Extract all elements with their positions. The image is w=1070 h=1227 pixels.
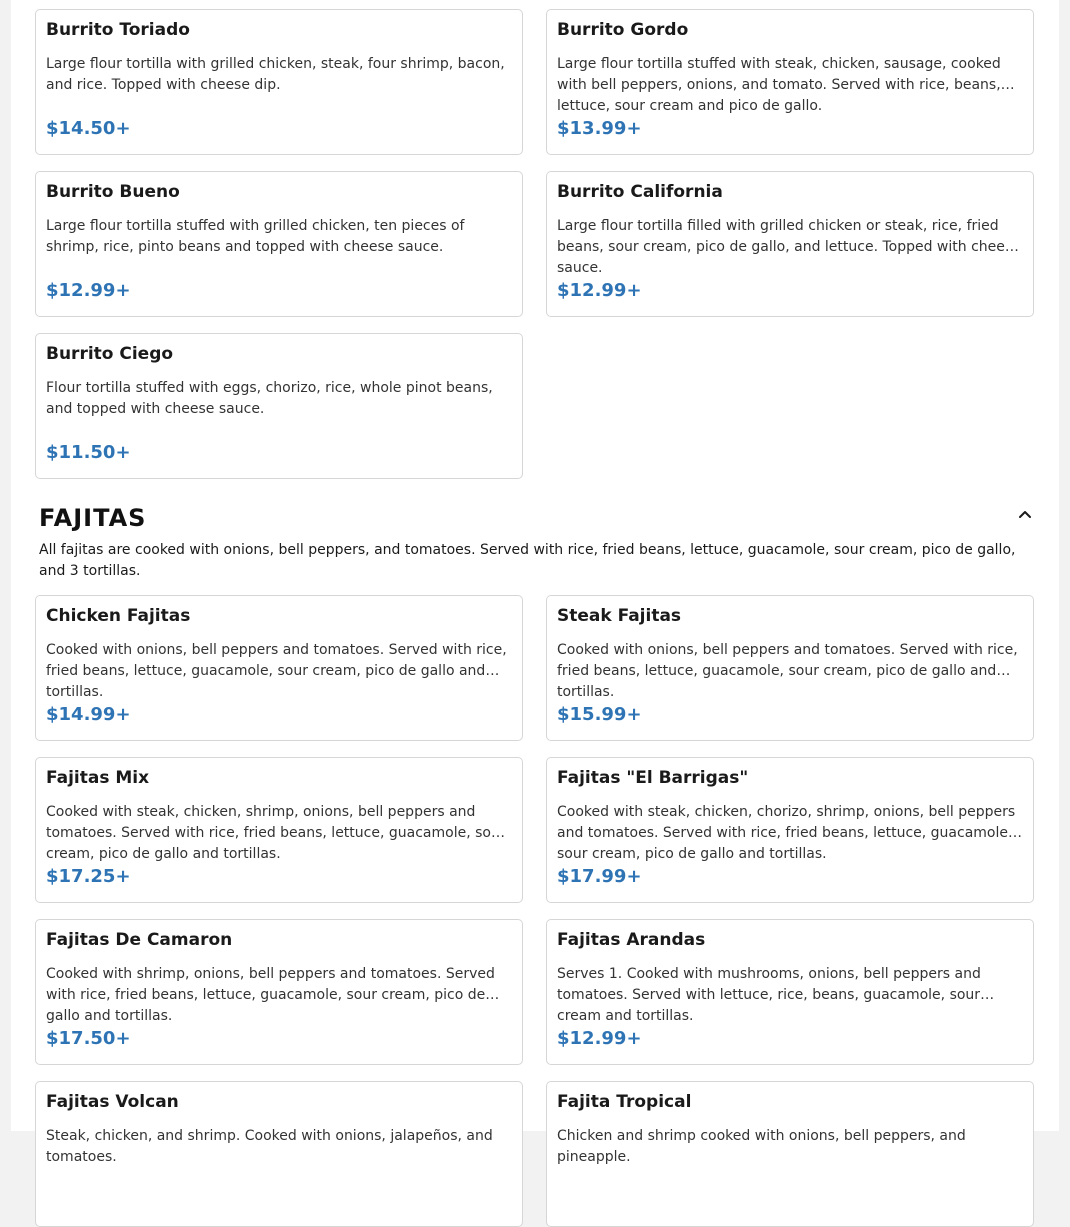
item-name: Fajitas Mix bbox=[46, 768, 150, 788]
item-name: Chicken Fajitas bbox=[46, 606, 191, 626]
menu-item-card[interactable] bbox=[35, 171, 523, 317]
item-description: Cooked with steak, chicken, shrimp, onions, bell peppers and tomatoes. Served with rice, fried beans, lettuce, guacamole, sour cream, pico de gallo and tortillas. bbox=[46, 804, 506, 862]
item-name: Burrito Bueno bbox=[46, 182, 180, 202]
item-description: Large flour tortilla with grilled chicken, steak, four shrimp, bacon, and rice. Topped with cheese dip. bbox=[46, 56, 505, 93]
menu-page bbox=[11, 0, 1059, 1165]
item-description: Large flour tortilla stuffed with grilled chicken, ten pieces of shrimp, rice, pinto beans and topped with cheese sauce. bbox=[46, 218, 465, 255]
item-name: Fajitas "El Barrigas" bbox=[557, 768, 749, 788]
menu-item-card[interactable] bbox=[546, 9, 1034, 155]
menu-item-card[interactable] bbox=[35, 919, 523, 1065]
item-name: Fajita Tropical bbox=[557, 1092, 692, 1112]
item-description: Steak, chicken, and shrimp. Cooked with onions, jalapeños, and tomatoes. bbox=[46, 1128, 493, 1165]
burritos-grid bbox=[35, 9, 1034, 479]
item-description: Large flour tortilla filled with grilled chicken or steak, rice, fried beans, sour cream, pico de gallo, and lettuce. Topped with cheese sauce. bbox=[557, 218, 1021, 276]
item-price: $14.99+ bbox=[46, 704, 131, 725]
section-description: All fajitas are cooked with onions, bell peppers, and tomatoes. Served with rice, fried beans, lettuce, guacamole, sour cream, pico de gallo, and 3 tortillas. bbox=[39, 542, 1016, 579]
item-name: Burrito Toriado bbox=[46, 20, 190, 40]
item-price: $15.99+ bbox=[557, 704, 642, 725]
item-price: $17.50+ bbox=[46, 1028, 131, 1049]
item-price: $13.99+ bbox=[557, 118, 642, 139]
item-price: $12.99+ bbox=[46, 280, 131, 301]
menu-item-card[interactable] bbox=[35, 1081, 523, 1227]
item-price: $12.99+ bbox=[557, 280, 642, 301]
menu-item-card[interactable] bbox=[546, 757, 1034, 903]
fajitas-grid bbox=[35, 595, 1034, 1227]
menu-item-card[interactable] bbox=[35, 595, 523, 741]
menu-item-card[interactable] bbox=[35, 333, 523, 479]
item-name: Fajitas De Camaron bbox=[46, 930, 233, 950]
chevron-up-icon bbox=[1015, 504, 1035, 524]
item-description: Chicken and shrimp cooked with onions, bell peppers, and pineapple. bbox=[557, 1128, 966, 1165]
collapse-section-button[interactable] bbox=[1015, 504, 1035, 524]
item-price: $17.25+ bbox=[46, 866, 131, 887]
item-name: Burrito Ciego bbox=[46, 344, 174, 364]
item-price: $12.99+ bbox=[557, 1028, 642, 1049]
section-header-fajitas bbox=[39, 500, 1035, 536]
item-description: Serves 1. Cooked with mushrooms, onions, bell peppers and tomatoes. Served with lettuce, rice, beans, guacamole, sour cream and tortillas. bbox=[557, 966, 981, 1024]
item-price: $17.99+ bbox=[557, 866, 642, 887]
menu-item-card[interactable] bbox=[546, 171, 1034, 317]
item-description: Cooked with steak, chicken, chorizo, shrimp, onions, bell peppers and tomatoes. Served with rice, fried beans, lettuce, guacamole, sour cream, pico de gallo and tortillas. bbox=[557, 804, 1016, 862]
menu-item-card[interactable] bbox=[546, 1081, 1034, 1227]
menu-item-card[interactable] bbox=[35, 757, 523, 903]
item-name: Fajitas Arandas bbox=[557, 930, 706, 950]
section-title: FAJITAS bbox=[39, 504, 147, 532]
item-price: $11.50+ bbox=[46, 442, 131, 463]
item-name: Burrito Gordo bbox=[557, 20, 689, 40]
item-description: Cooked with onions, bell peppers and tomatoes. Served with rice, fried beans, lettuce, guacamole, sour cream, pico de gallo and tortillas. bbox=[557, 642, 1018, 700]
menu-item-card[interactable] bbox=[35, 9, 523, 155]
item-name: Fajitas Volcan bbox=[46, 1092, 179, 1112]
item-description: Cooked with shrimp, onions, bell peppers and tomatoes. Served with rice, fried beans, lettuce, guacamole, sour cream, pico de gallo and tortillas. bbox=[46, 966, 495, 1024]
item-name: Steak Fajitas bbox=[557, 606, 682, 626]
menu-item-card[interactable] bbox=[546, 919, 1034, 1065]
item-description: Cooked with onions, bell peppers and tomatoes. Served with rice, fried beans, lettuce, guacamole, sour cream, pico de gallo and tortillas. bbox=[46, 642, 507, 700]
menu-item-card[interactable] bbox=[546, 595, 1034, 741]
item-description: Large flour tortilla stuffed with steak, chicken, sausage, cooked with bell peppers, onions, and tomato. Served with rice, beans, lettuce, sour cream and pico de gallo. bbox=[557, 56, 1001, 114]
item-price: $14.50+ bbox=[46, 118, 131, 139]
item-name: Burrito California bbox=[557, 182, 723, 202]
item-description: Flour tortilla stuffed with eggs, chorizo, rice, whole pinot beans, and topped with cheese sauce. bbox=[46, 380, 493, 417]
